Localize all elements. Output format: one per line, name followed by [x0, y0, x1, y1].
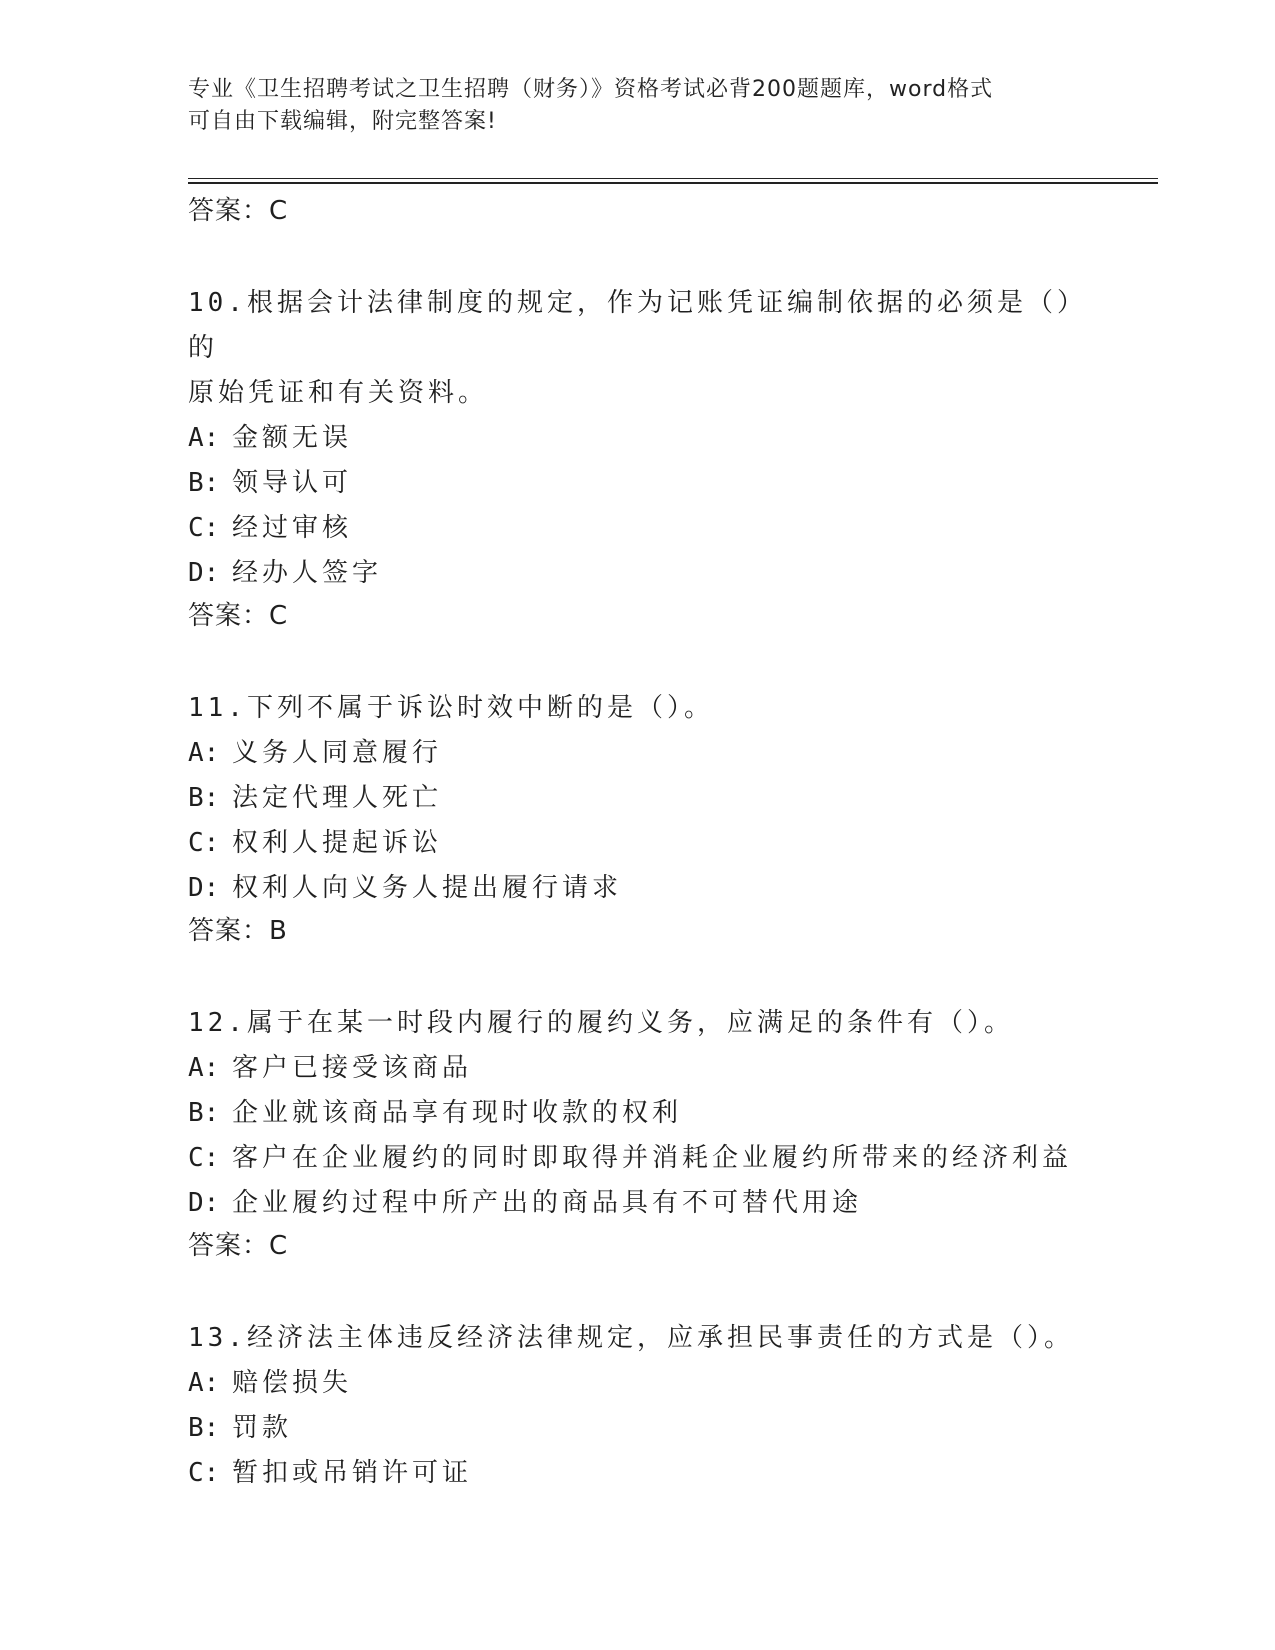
- option-c: [188, 821, 1088, 866]
- option-c: [188, 506, 1088, 551]
- option-d: [188, 1181, 1088, 1226]
- option-text: 权利人提起诉讼: [232, 828, 443, 858]
- option-b: [188, 776, 1088, 821]
- answer-line: 答案：B: [188, 916, 288, 946]
- option-text: 暂扣或吊销许可证: [232, 1458, 473, 1488]
- option-letter: A:: [188, 423, 220, 453]
- question-list: [188, 191, 1088, 1496]
- option-letter: B:: [188, 468, 220, 498]
- option-letter: D:: [188, 873, 220, 903]
- option-text: 赔偿损失: [232, 1368, 353, 1398]
- option-letter: C:: [188, 1143, 220, 1173]
- option-text: 客户已接受该商品: [232, 1053, 473, 1083]
- question-text: 13.经济法主体违反经济法律规定，应承担民事责任的方式是（）。: [188, 1323, 1074, 1353]
- option-d: [188, 551, 1088, 596]
- option-text: 企业履约过程中所产出的商品具有不可替代用途: [232, 1188, 863, 1218]
- question-12: [188, 1001, 1088, 1266]
- option-letter: D:: [188, 1188, 220, 1218]
- option-letter: D:: [188, 558, 220, 588]
- option-letter: C:: [188, 1458, 220, 1488]
- option-text: 领导认可: [232, 468, 353, 498]
- answer-line: 答案：C: [188, 196, 289, 226]
- option-a: [188, 416, 1088, 461]
- option-text: 客户在企业履约的同时即取得并消耗企业履约所带来的经济利益: [232, 1143, 1073, 1173]
- option-letter: B:: [188, 783, 220, 813]
- option-text: 企业就该商品享有现时收款的权利: [232, 1098, 683, 1128]
- option-b: [188, 1406, 1088, 1451]
- option-letter: A:: [188, 1053, 220, 1083]
- option-text: 权利人向义务人提出履行请求: [232, 873, 623, 903]
- option-a: [188, 1361, 1088, 1406]
- answer-line: 答案：C: [188, 1231, 289, 1261]
- question-11: [188, 686, 1088, 951]
- option-text: 罚款: [232, 1413, 293, 1443]
- header-divider: [188, 178, 1158, 184]
- page-header: [188, 74, 1068, 138]
- option-letter: B:: [188, 1413, 220, 1443]
- question-text: 10.根据会计法律制度的规定，作为记账凭证编制依据的必须是（）的: [188, 288, 1087, 363]
- option-letter: C:: [188, 828, 220, 858]
- answer-line: 答案：C: [188, 601, 289, 631]
- option-letter: B:: [188, 1098, 220, 1128]
- option-text: 金额无误: [232, 423, 353, 453]
- question-10: [188, 281, 1088, 636]
- question-text: 12.属于在某一时段内履行的履约义务，应满足的条件有（）。: [188, 1008, 1014, 1038]
- option-text: 义务人同意履行: [232, 738, 443, 768]
- question-13: [188, 1316, 1088, 1496]
- question-text: 11.下列不属于诉讼时效中断的是（）。: [188, 693, 714, 723]
- option-letter: A:: [188, 1368, 220, 1398]
- header-title-line1: 专业《卫生招聘考试之卫生招聘（财务）》资格考试必背200题题库，word格式: [188, 77, 994, 102]
- option-a: [188, 1046, 1088, 1091]
- option-c: [188, 1451, 1088, 1496]
- option-b: [188, 461, 1088, 506]
- option-text: 经办人签字: [232, 558, 383, 588]
- question-text-continued: 原始凭证和有关资料。: [188, 378, 489, 408]
- option-b: [188, 1091, 1088, 1136]
- option-letter: C:: [188, 513, 220, 543]
- option-c: [188, 1136, 1088, 1181]
- option-text: 法定代理人死亡: [232, 783, 443, 813]
- option-letter: A:: [188, 738, 220, 768]
- option-d: [188, 866, 1088, 911]
- header-title-line2: 可自由下载编辑，附完整答案!: [188, 109, 497, 134]
- option-text: 经过审核: [232, 513, 353, 543]
- option-a: [188, 731, 1088, 776]
